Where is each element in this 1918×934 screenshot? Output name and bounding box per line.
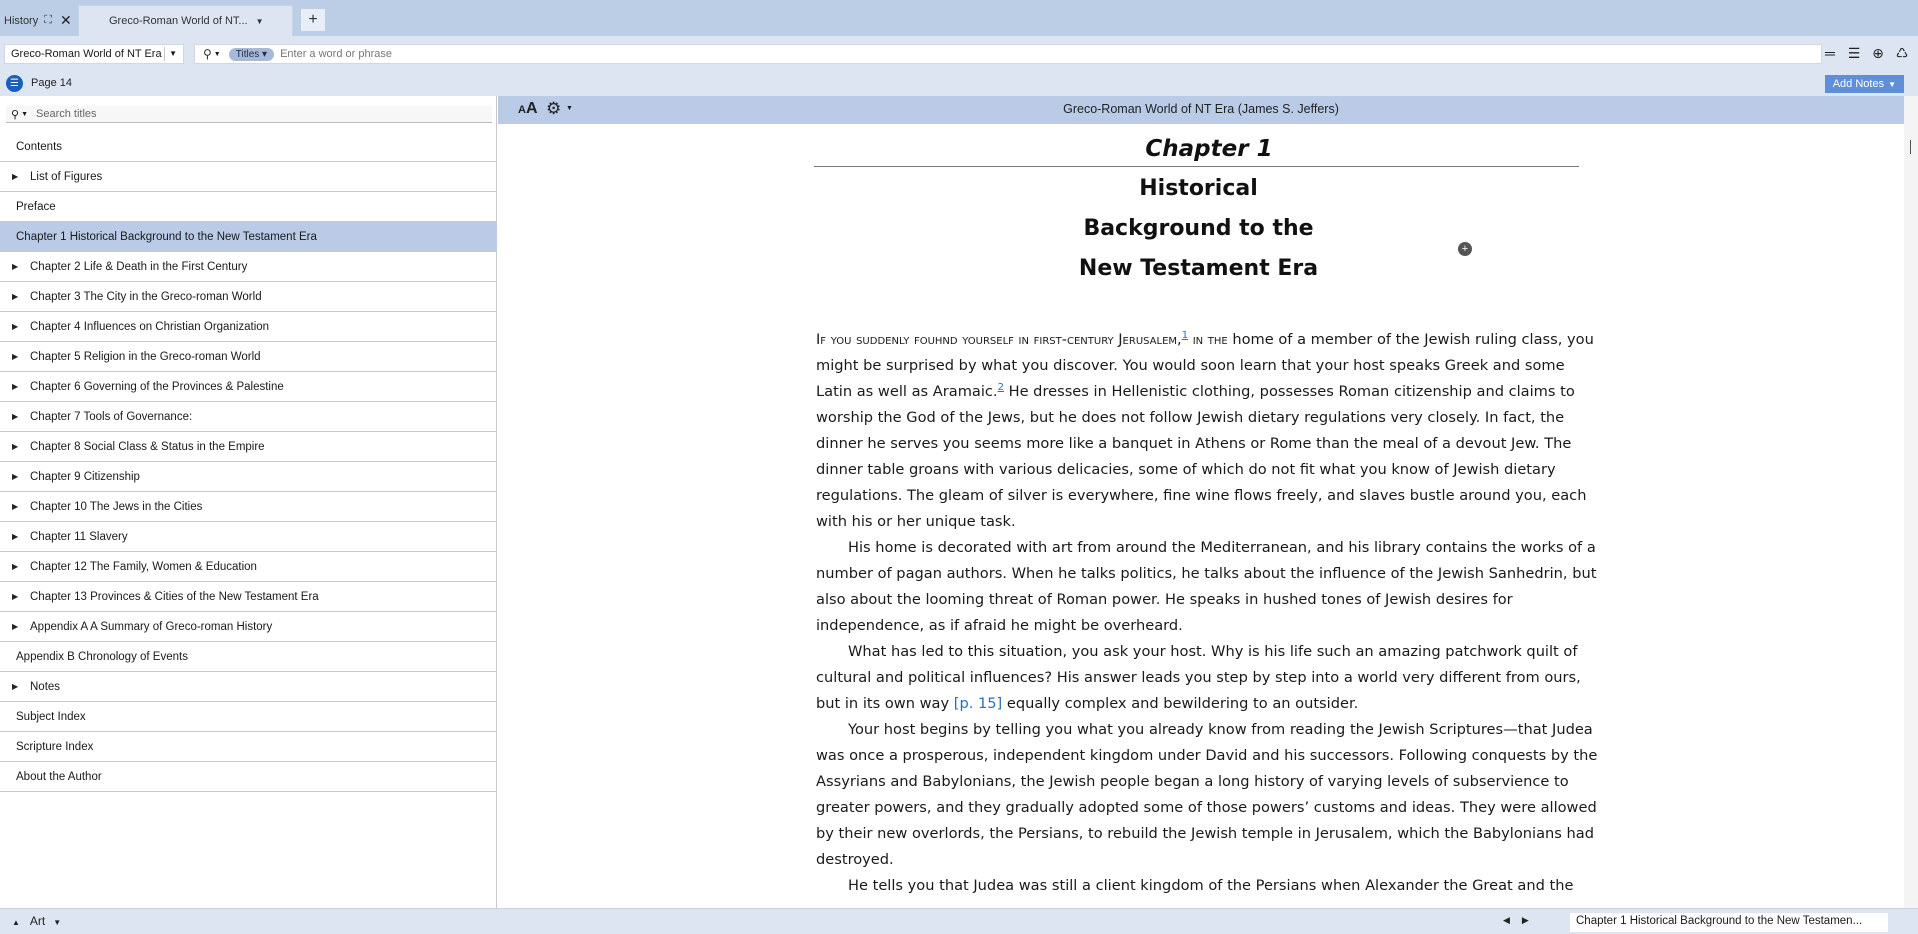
vertical-scrollbar[interactable]: [1904, 96, 1918, 908]
close-icon[interactable]: ✕: [59, 12, 72, 28]
expand-triangle-icon[interactable]: ▶: [12, 502, 19, 511]
chapter-title-line: New Testament Era: [1078, 256, 1319, 281]
expand-triangle-icon[interactable]: ▶: [12, 322, 19, 331]
toc-item-label: Chapter 2 Life & Death in the First Century: [30, 260, 248, 273]
toc-item-label: Chapter 6 Governing of the Provinces & Palestine: [30, 380, 284, 393]
tab-history-label: History: [4, 14, 39, 27]
menu-lines-icon[interactable]: ═: [1825, 45, 1835, 61]
toc-item[interactable]: [0, 492, 497, 522]
title-search-box[interactable]: [6, 106, 492, 123]
toc-item[interactable]: [0, 192, 497, 222]
nav-arrows: [1503, 915, 1541, 926]
paragraph-text: He dresses in Hellenistic clothing, possesses Roman citizenship and claims to worship the God of the Jews, but he does not follow Jewish dietary regulations very closely. In fact, the dinner he serves you seems more like a banquet in Athens or Rome than the meal of a devout Jew. The dinner table groans with various delicacies, some of which do not fit what you know of Jewish dietary regulations. The gleam of silver is everywhere, fine wine flows freely, and slaves bustle around you, each with his or her unique task.: [816, 383, 1587, 530]
expand-triangle-icon[interactable]: ▶: [12, 172, 19, 181]
previous-icon[interactable]: ◀: [1503, 915, 1522, 925]
toc-item-label: Chapter 5 Religion in the Greco-roman World: [30, 350, 261, 363]
expand-triangle-icon[interactable]: ▶: [12, 622, 19, 631]
search-scope-pill[interactable]: Titles ▾: [229, 48, 274, 61]
panel-label: Art: [29, 914, 46, 928]
toc-item-label: Chapter 9 Citizenship: [30, 470, 140, 483]
chapter-content: [816, 124, 1602, 899]
toc-item[interactable]: [0, 642, 497, 672]
chevron-down-icon[interactable]: ▼: [566, 105, 573, 112]
toc-item-label: About the Author: [16, 770, 102, 783]
search-icon[interactable]: ⚲: [11, 108, 20, 121]
chevron-down-icon[interactable]: ▼: [169, 49, 177, 58]
toc-item-label: Preface: [16, 200, 56, 213]
expand-triangle-icon[interactable]: ▶: [12, 682, 19, 691]
toc-item[interactable]: [0, 552, 497, 582]
expand-triangle-icon[interactable]: ▶: [12, 532, 19, 541]
chevron-down-icon: ▼: [1888, 80, 1896, 89]
contents-icon[interactable]: ☰: [6, 75, 23, 92]
paragraph-text: equally complex and bewildering to an outsider.: [1002, 695, 1359, 712]
toc-item[interactable]: [0, 672, 497, 702]
expand-triangle-icon[interactable]: ▶: [12, 472, 19, 481]
chapter-body: [816, 327, 1602, 899]
toc-item-label: Chapter 4 Influences on Christian Organization: [30, 320, 270, 333]
toc-item-label: Chapter 13 Provinces & Cities of the New Testament Era: [30, 590, 319, 603]
toc-item[interactable]: [0, 402, 497, 432]
tab-history[interactable]: [0, 5, 75, 36]
toc-item[interactable]: [0, 762, 497, 792]
toc-item[interactable]: [0, 312, 497, 342]
tab-book-label: Greco-Roman World of NT...: [109, 15, 248, 27]
paragraph: [816, 327, 1602, 535]
tab-strip: [0, 0, 1918, 36]
resource-dropdown[interactable]: [4, 44, 184, 64]
toc-item[interactable]: [0, 732, 497, 762]
add-notes-label: Add Notes: [1832, 78, 1885, 90]
address-bar: [0, 36, 1918, 72]
expand-triangle-icon[interactable]: ▶: [12, 262, 19, 271]
page-bar: [0, 72, 1918, 96]
toc-item[interactable]: [0, 582, 497, 612]
reading-pane: [498, 96, 1918, 908]
expand-triangle-icon[interactable]: ▶: [12, 592, 19, 601]
add-note-icon[interactable]: +: [1458, 242, 1472, 256]
toc-item-label: Appendix B Chronology of Events: [16, 650, 188, 663]
search-input[interactable]: [280, 48, 1821, 60]
toc-item[interactable]: [0, 132, 497, 162]
toc-item-label: Chapter 1 Historical Background to the New Testament Era: [16, 230, 317, 243]
opening-smallcaps: in the: [1188, 331, 1228, 348]
toc-item-label: Notes: [30, 680, 61, 693]
scrollbar-thumb[interactable]: [1910, 140, 1911, 154]
expand-triangle-icon[interactable]: ▶: [12, 382, 19, 391]
add-notes-button[interactable]: [1825, 75, 1904, 93]
search-box[interactable]: [194, 44, 1822, 64]
toolbar-icons: [1822, 45, 1910, 61]
paragraph-text: What has led to this situation, you ask your host. Why is his life such an amazing patchwork quilt of cultural and political influences? His answer leads you step by step into a world very different from ours, but in its own way: [816, 643, 1581, 712]
chevron-down-icon[interactable]: ▼: [53, 918, 62, 927]
paragraph-text: home of a member of the Jewish ruling class, you might be surprised by what you discover. You would soon learn that your host speaks Greek and some Latin as well as Aramaic.: [816, 331, 1594, 400]
paragraph: He tells you that Judea was still a client kingdom of the Persians when Alexander the Great and the: [848, 877, 1574, 894]
next-icon[interactable]: ▶: [1521, 915, 1541, 925]
toc-item-label: Chapter 11 Slavery: [30, 530, 128, 543]
toc-item-label: Chapter 7 Tools of Governance:: [30, 410, 193, 423]
toc-item-label: Chapter 3 The City in the Greco-roman World: [30, 290, 262, 303]
toc-item-label: Contents: [16, 140, 63, 153]
toc-item-label: Chapter 12 The Family, Women & Education: [30, 560, 257, 573]
font-size-icon[interactable]: AA: [518, 100, 538, 117]
location-indicator[interactable]: Chapter 1 Historical Background to the New Testamen...: [1570, 913, 1888, 932]
toc-item-label: List of Figures: [30, 170, 103, 183]
panel-selector[interactable]: [12, 914, 61, 928]
toc-item[interactable]: [0, 342, 497, 372]
share-icon[interactable]: ♺: [1895, 45, 1909, 61]
page-reference-link[interactable]: [p. 15]: [953, 695, 1003, 712]
toc-item-label: Appendix A A Summary of Greco-roman History: [30, 620, 273, 633]
tab-book[interactable]: [78, 5, 293, 36]
add-circle-icon[interactable]: ⊕: [1872, 45, 1884, 61]
chevron-down-icon[interactable]: ▼: [255, 16, 264, 26]
gear-icon[interactable]: ⚙: [546, 99, 562, 118]
footnote-link[interactable]: 1: [1181, 330, 1189, 342]
toc-list: [0, 132, 497, 792]
toc-item-label: Scripture Index: [16, 740, 94, 753]
toc-item[interactable]: [0, 612, 497, 642]
chapter-title-line: Historical: [1139, 176, 1258, 201]
expand-triangle-icon[interactable]: ▶: [12, 442, 19, 451]
title-search-input[interactable]: [36, 108, 492, 120]
chapter-title: [816, 169, 1581, 289]
toc-item-label: Chapter 8 Social Class & Status in the Empire: [30, 440, 265, 453]
toc-item[interactable]: [0, 462, 497, 492]
expand-triangle-icon[interactable]: ▶: [12, 352, 19, 361]
resource-dropdown-value: Greco-Roman World of NT Era: [11, 48, 162, 60]
list-indent-icon[interactable]: ☰: [1847, 45, 1861, 61]
search-icon[interactable]: ⚲: [203, 47, 212, 61]
chapter-title-line: Background to the: [1083, 216, 1314, 241]
plus-icon: +: [308, 11, 318, 28]
toc-sidebar: [0, 96, 497, 908]
toc-item[interactable]: [0, 432, 497, 462]
toc-item[interactable]: [0, 282, 497, 312]
search-scope-label: Titles: [235, 48, 260, 60]
paragraph: [816, 639, 1602, 717]
page-indicator: Page 14: [31, 77, 72, 89]
opening-smallcaps: If you suddenly fouhnd yourself in first-century Jerusalem,: [816, 331, 1182, 348]
toc-item-label: Subject Index: [16, 710, 86, 723]
search-options-chevron-icon[interactable]: ▼: [213, 50, 221, 58]
toc-item[interactable]: [0, 162, 497, 192]
book-title: Greco-Roman World of NT Era (James S. Jeffers): [1063, 102, 1339, 116]
chapter-divider: [814, 166, 1579, 167]
expand-triangle-icon[interactable]: ▶: [12, 412, 19, 421]
chapter-label: Chapter 1: [1145, 136, 1273, 162]
toc-item[interactable]: [0, 522, 497, 552]
expand-icon[interactable]: ⛶: [44, 14, 52, 26]
reader-header: [498, 96, 1904, 124]
paragraph: Your host begins by telling you what you already know from reading the Jewish Scriptures—that Judea was once a prosperous, independent kingdom under David and his successors. Following conquests by the Assyrians and Babylonians, the Jewish people began a long history of varying levels of subservience to greater powers, and they gradually adopted some of those powers’ customs and ideas. They were allowed by their new overlords, the Persians, to rebuild the Jewish temple in Jerusalem, which the Babylonians had destroyed.: [816, 721, 1598, 868]
expand-triangle-icon[interactable]: ▶: [12, 562, 19, 571]
toc-item[interactable]: [0, 252, 497, 282]
toc-item[interactable]: [0, 372, 497, 402]
toc-item-label: Chapter 10 The Jews in the Cities: [30, 500, 203, 513]
dropdown-divider: [164, 47, 165, 61]
status-bar: [0, 908, 1918, 934]
toc-item[interactable]: [0, 702, 497, 732]
chevron-up-icon[interactable]: ▲: [12, 918, 20, 927]
paragraph: His home is decorated with art from around the Mediterranean, and his library contains the works of a number of pagan authors. When he talks politics, he talks about the influence of the Jewish Sanhedrin, but also about the looming threat of Roman power. He speaks in hushed tones of Jewish desires for independence, as if afraid he might be overheard.: [816, 539, 1597, 634]
footnote-link[interactable]: 2: [997, 382, 1004, 394]
new-tab-button[interactable]: [300, 8, 326, 32]
search-options-chevron-icon[interactable]: ▼: [21, 110, 28, 118]
toc-item[interactable]: [0, 222, 497, 252]
expand-triangle-icon[interactable]: ▶: [12, 292, 19, 301]
